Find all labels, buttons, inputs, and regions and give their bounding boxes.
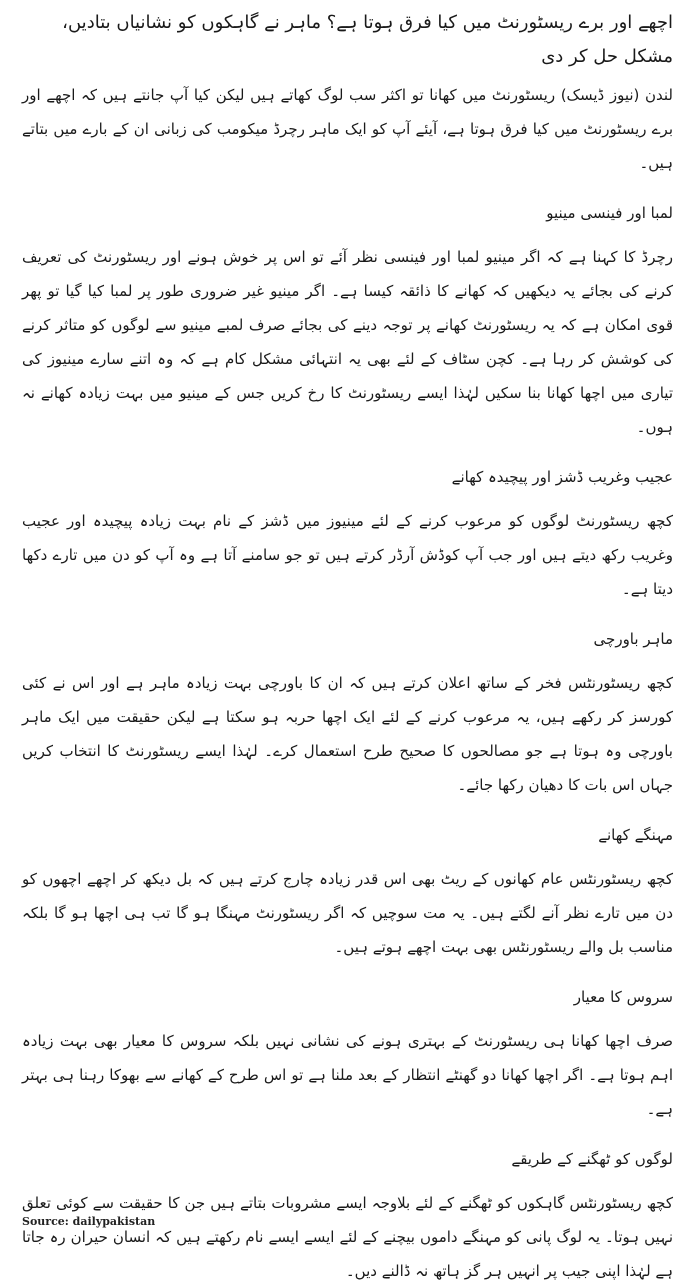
section-body-expert-chef: کچھ ریسٹورنٹس فخر کے ساتھ اعلان کرتے ہیں کہ ان کا باورچی بہت زیادہ ماہر ہے اور اس نے کئی کورسز کر رکھے ہیں، یہ مرعوب کرنے کے لئے ایک اچھا حربہ ہو سکتا ہے لیکن حقیقت میں ایک ماہر باورچی وہ ہوتا ہے جو مصالحوں کا صحیح طرح استعمال کرے۔ لہٰذا ایسے ریسٹورنٹ کا انتخاب کریں جہاں اس بات کا دھیان رکھا جائے۔ (22, 674, 673, 794)
section-body-expensive-food: کچھ ریسٹورنٹس عام کھانوں کے ریٹ بھی اس قدر زیادہ چارج کرتے ہیں کہ بل دیکھ کر اچھے اچھوں کو دن میں تارے نظر آنے لگتے ہیں۔ یہ مت سوچیں کہ اگر ریسٹورنٹ مہنگا ہو گا تب ہی اچھا ہو گا بلکہ مناسب بل والے ریسٹورنٹس بھی بہت اچھے ہوتے ہیں۔ (22, 870, 673, 956)
section-heading-strange-dishes: عجیب وغریب ڈشز اور پیچیدہ کھانے (451, 468, 673, 486)
section-body-long-menu: رچرڈ کا کہنا ہے کہ اگر مینیو لمبا اور فینسی نظر آئے تو اس پر خوش ہونے اور ریسٹورنٹ کی تعریف کرنے کی بجائے یہ دیکھیں کہ کھانے کا ذائقہ کیسا ہے۔ اگر مینیو غیر ضروری طور پر لمبا کیا گیا تو پھر قوی امکان ہے کہ یہ ریسٹورنٹ کھانے پر توجہ دینے کی بجائے صرف لمبے مینیو سے لوگوں کو متاثر کرنے کی کوشش کر رہا ہے۔ کچن سٹاف کے لئے بھی یہ انتہائی مشکل کام ہے کہ وہ اتنے سارے مینیوز کی تیاری میں اچھا کھانا بنا سکیں لہٰذا ایسے ریسٹورنٹ کا رخ کریں جس کے مینیو میں بہت زیادہ کھانے نہ ہوں۔ (22, 248, 673, 436)
section-heading-service-quality: سروس کا معیار (573, 988, 673, 1006)
section-heading-cheating-methods: لوگوں کو ٹھگنے کے طریقے (511, 1150, 673, 1168)
section-heading-long-menu: لمبا اور فینسی مینیو (546, 204, 673, 222)
section-body-service-quality: صرف اچھا کھانا ہی ریسٹورنٹ کے بہتری ہونے کی نشانی نہیں بلکہ سروس کا معیار بھی بہت زیادہ اہم ہوتا ہے۔ اگر اچھا کھانا دو گھنٹے انتظار کے بعد ملنا ہے تو اس طرح کے کھانے سے بھوکا رہنا ہی بہتر ہے۔ (22, 1032, 673, 1118)
article-intro: لندن (نیوز ڈیسک) ریسٹورنٹ میں کھانا تو اکثر سب لوگ کھاتے ہیں لیکن کیا آپ جانتے ہیں کہ اچھے اور برے ریسٹورنٹ میں کیا فرق ہوتا ہے، آیئے آپ کو ایک ماہر رچرڈ میکومب کی زبانی ان کے بارے میں بتاتے ہیں۔ (22, 86, 673, 172)
section-body-strange-dishes: کچھ ریسٹورنٹ لوگوں کو مرعوب کرنے کے لئے مینیوز میں ڈشز کے نام بہت زیادہ پیچیدہ اور عجیب وغریب رکھ دیتے ہیں اور جب آپ کوڈش آرڈر کرتے ہیں تو جو سامنے آتا ہے وہ آپ کو دن میں تارے دکھا دیتا ہے۔ (22, 512, 673, 598)
section-heading-expert-chef: ماہر باورچی (593, 630, 673, 648)
article-title: اچھے اور برے ریسٹورنٹ میں کیا فرق ہوتا ہے؟ ماہر نے گاہکوں کو نشانیاں بتادیں، مشکل حل کر دی (62, 12, 673, 67)
source-credit: Source: dailypakistan (22, 1215, 156, 1228)
section-heading-expensive-food: مہنگے کھانے (598, 826, 673, 844)
section-body-cheating-methods: کچھ ریسٹورنٹس گاہکوں کو ٹھگنے کے لئے بلاوجہ ایسے مشروبات بتاتے ہیں جن کا حقیقت سے کوئی تعلق نہیں ہوتا۔ یہ لوگ پانی کو مہنگے داموں بیچنے کے لئے ایسے ایسے نام رکھتے ہیں کہ انسان حیران رہ جاتا ہے لہٰذا اپنی جیب پر انہیں ہر گز ہاتھ نہ ڈالنے دیں۔ (22, 1194, 673, 1280)
